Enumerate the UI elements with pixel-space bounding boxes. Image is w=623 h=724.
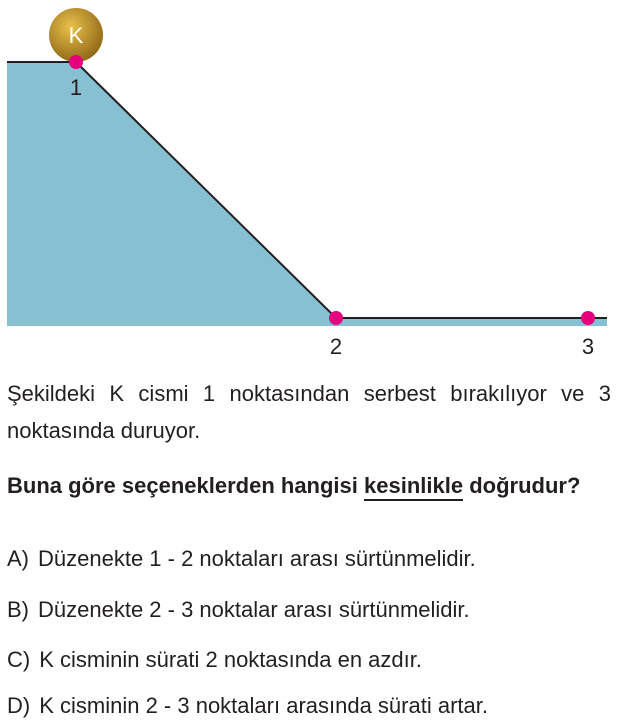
option-d-letter: D) xyxy=(7,693,31,718)
option-a-text: Düzenekte 1 - 2 noktaları arası sürtünmelidir. xyxy=(38,546,476,571)
option-d[interactable] xyxy=(7,693,488,719)
point-2-label: 2 xyxy=(329,334,343,359)
prompt-text-after: doğrudur? xyxy=(463,473,581,498)
question-prompt xyxy=(7,467,611,504)
option-d-text: K cisminin 2 - 3 noktaları arasında sürati artar. xyxy=(39,693,488,718)
question-stem: Şekildeki K cismi 1 noktasından serbest bırakılıyor ve 3 noktasında duruyor. xyxy=(7,381,611,443)
ball-k-label: K xyxy=(68,23,84,48)
prompt-text-before: Buna göre seçeneklerden hangisi xyxy=(7,473,365,498)
option-b[interactable] xyxy=(7,597,470,623)
point-1-label: 1 xyxy=(69,75,83,100)
ramp-surface xyxy=(7,62,607,326)
point-3-label: 3 xyxy=(581,334,595,359)
option-c-letter: C) xyxy=(7,647,31,672)
option-a-letter: A) xyxy=(7,546,29,571)
option-b-text: Düzenekte 2 - 3 noktalar arası sürtünmelidir. xyxy=(38,597,470,622)
option-b-letter: B) xyxy=(7,597,29,622)
prompt-keyword: kesinlikle xyxy=(364,473,463,501)
option-a[interactable] xyxy=(7,546,476,572)
point-1-marker xyxy=(69,55,83,69)
option-c-text: K cisminin sürati 2 noktasında en azdır. xyxy=(39,647,422,672)
option-c[interactable] xyxy=(7,647,422,673)
point-2-marker xyxy=(329,311,343,325)
point-3-marker xyxy=(581,311,595,325)
